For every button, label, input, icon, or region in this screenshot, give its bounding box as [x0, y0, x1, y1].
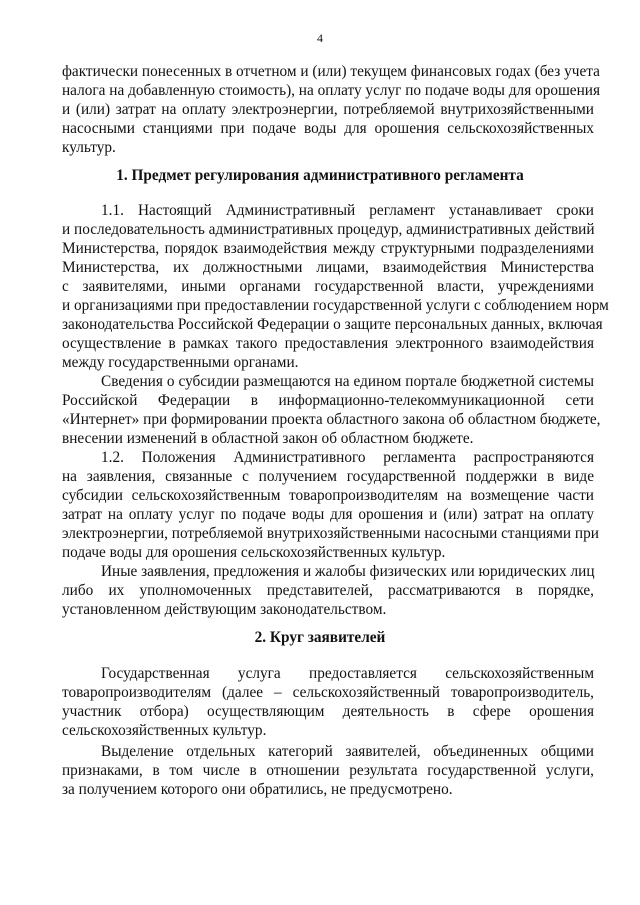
- text-line: либо их уполномоченных представителей, рассматриваются в порядке,: [62, 582, 594, 599]
- text-line: 1.1. Настоящий Административный регламент устанавливает сроки: [101, 202, 594, 219]
- text-line: субсидии сельскохозяйственным товаропроизводителям на возмещение части: [62, 487, 594, 504]
- text-line: насосными станциями при подаче воды для орошения сельскохозяйственных: [62, 120, 594, 137]
- page-number: 4: [317, 31, 323, 45]
- text-line: Иные заявления, предложения и жалобы физических или юридических лиц: [101, 563, 595, 580]
- text-line: Сведения о субсидии размещаются на едином портале бюджетной системы: [101, 373, 594, 390]
- text-line: внесении изменений в областной закон об областном бюджете.: [62, 430, 474, 447]
- text-line: с заявителями, иными органами государственной власти, учреждениями: [62, 278, 594, 295]
- text-line: Российской Федерации в информационно-телекоммуникационной сети: [62, 392, 594, 409]
- text-line: признаками, в том числе в отношении результата государственной услуги,: [62, 762, 594, 779]
- section-1-heading: 1. Предмет регулирования административного регламента: [116, 167, 524, 184]
- text-line: между государственными органами.: [62, 354, 299, 371]
- text-line: установленном действующим законодательством.: [62, 601, 387, 618]
- text-line: затрат на оплату услуг по подаче воды для орошения и (или) затрат на оплату: [62, 506, 594, 523]
- text-line: Министерства, их должностными лицами, взаимодействия Министерства: [62, 259, 594, 276]
- text-line: и последовательность административных процедур, административных действий: [62, 221, 595, 238]
- text-line: фактически понесенных в отчетном и (или) текущем финансовых годах (без учета: [62, 63, 600, 80]
- text-line: Выделение отдельных категорий заявителей, объединенных общими: [101, 743, 594, 760]
- text-line: Государственная услуга предоставляется сельскохозяйственным: [101, 665, 594, 682]
- text-line: законодательства Российской Федерации о защите персональных данных, включая: [62, 316, 603, 333]
- text-line: за получением которого они обратились, не предусмотрено.: [62, 781, 453, 798]
- text-line: сельскохозяйственных культур.: [62, 722, 267, 739]
- text-line: и (или) затрат на оплату электроэнергии, потребляемой внутрихозяйственными: [62, 101, 594, 118]
- text-line: 1.2. Положения Административного регламента распространяются: [101, 449, 594, 466]
- text-line: участник отбора) осуществляющим деятельность в сфере орошения: [62, 703, 594, 720]
- text-line: «Интернет» при формировании проекта областного закона об областном бюджете,: [62, 411, 601, 428]
- text-line: культур.: [62, 139, 116, 156]
- text-line: налога на добавленную стоимость), на оплату услуг по подаче воды для орошения: [62, 82, 600, 99]
- text-line: товаропроизводителям (далее – сельскохозяйственный товаропроизводитель,: [62, 684, 594, 701]
- text-line: подаче воды для орошения сельскохозяйственных культур.: [62, 544, 446, 561]
- text-line: Министерства, порядок взаимодействия между структурными подразделениями: [62, 240, 594, 257]
- text-line: и организациями при предоставлении государственной услуги с соблюдением норм: [62, 297, 609, 314]
- text-line: на заявления, связанные с получением государственной поддержки в виде: [62, 468, 594, 485]
- section-2-heading: 2. Круг заявителей: [254, 629, 386, 646]
- text-line: электроэнергии, потребляемой внутрихозяйственными насосными станциями при: [62, 525, 599, 542]
- text-line: осуществление в рамках такого предоставления электронного взаимодействия: [62, 335, 594, 352]
